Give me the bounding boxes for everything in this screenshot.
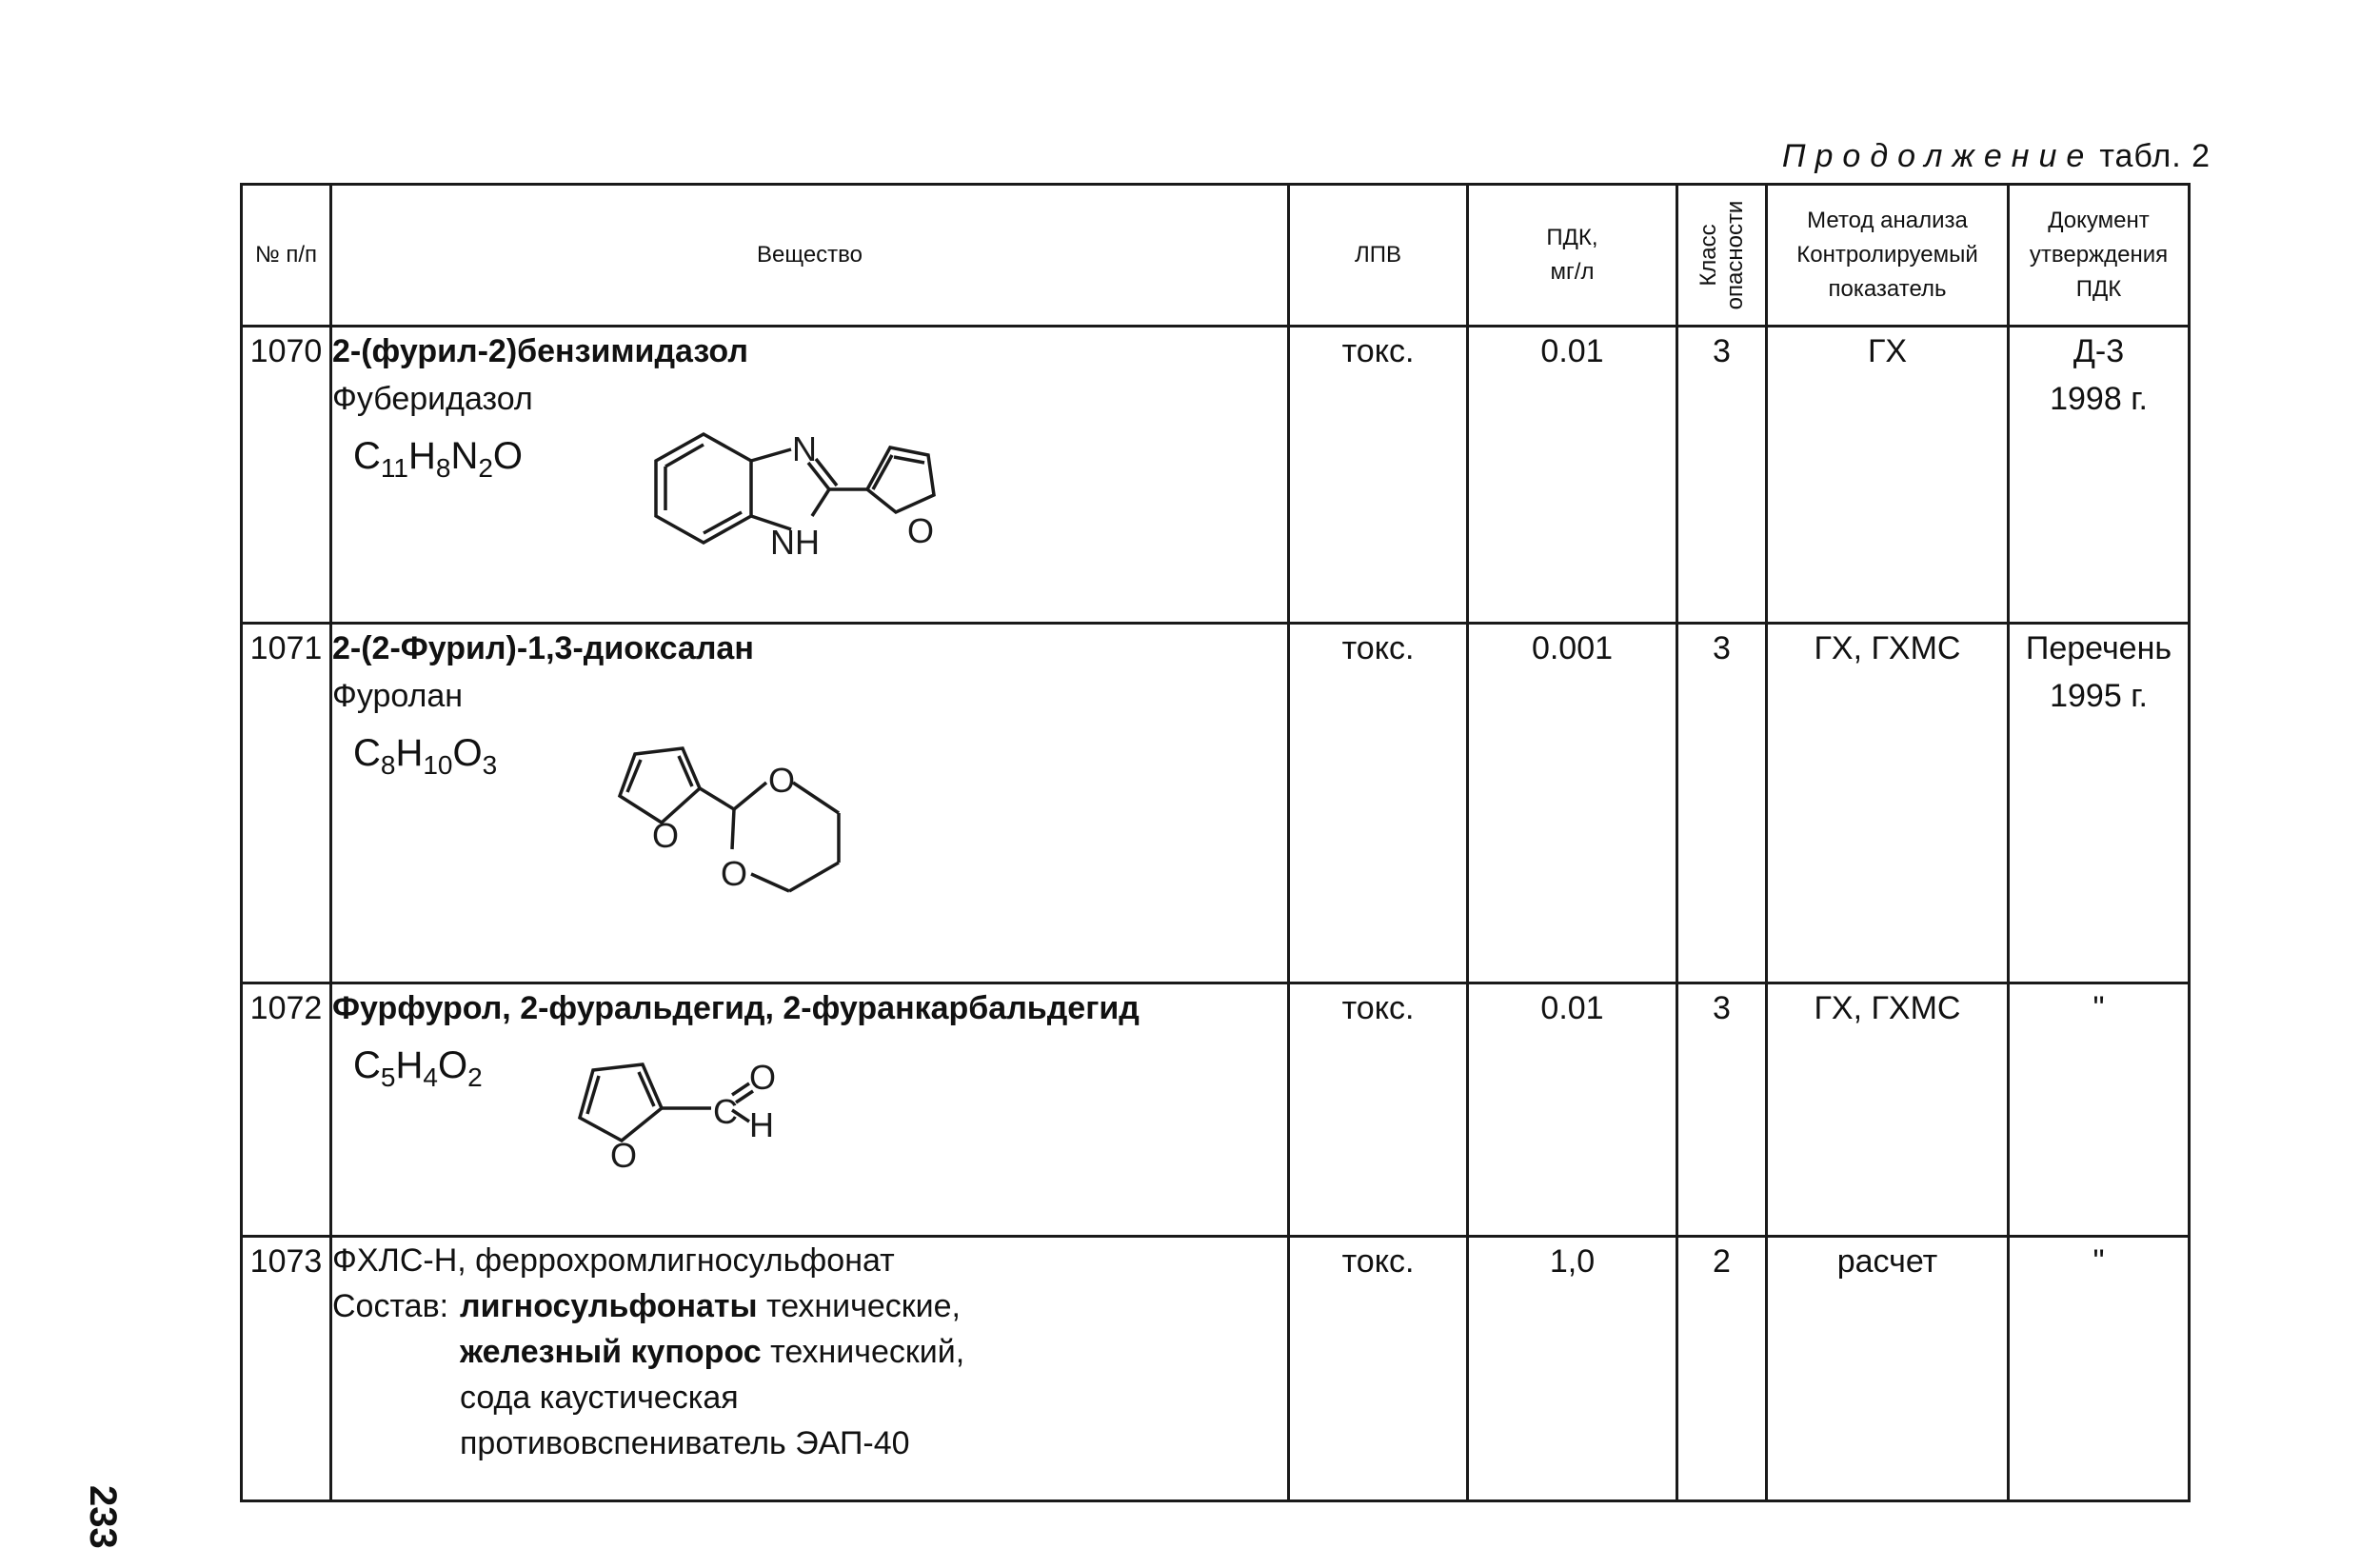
substance-name: 2-(2-Фурил)-1,3-диоксалан: [332, 630, 754, 666]
atom-label: O: [652, 816, 680, 855]
pdk-cell: 0.001: [1468, 624, 1677, 983]
substance-trade-name: Фуберидазол: [332, 381, 533, 417]
header-substance: Вещество: [331, 185, 1289, 327]
atom-label: O: [768, 761, 796, 800]
document-cell: Перечень 1995 г.: [2009, 624, 2190, 983]
composition-line: противовспениватель ЭАП-40: [460, 1425, 910, 1461]
table-reference: табл. 2: [2099, 138, 2211, 174]
substance-cell: [331, 624, 1289, 983]
composition-line: сода каустическая: [460, 1380, 739, 1416]
table-row: [242, 327, 2190, 624]
continuation-word: Продолжение: [1781, 138, 2094, 174]
pdk-cell: 1,0: [1468, 1237, 1677, 1501]
substance-name: 2-(фурил-2)бензимидазол: [332, 333, 748, 369]
atom-label: N: [792, 429, 817, 468]
lpv-cell: токс.: [1289, 1237, 1468, 1501]
method-cell: расчет: [1767, 1237, 2009, 1501]
atom-label: O: [610, 1136, 638, 1175]
lpv-cell: токс.: [1289, 624, 1468, 983]
header-method: Метод анализа Контролируемый показатель: [1767, 185, 2009, 327]
chemical-formula: $C_8H_{10}O_3$: [353, 732, 498, 780]
table-row: [242, 1237, 2190, 1501]
pdk-cell: 0.01: [1468, 327, 1677, 624]
hazard-class-cell: 3: [1677, 624, 1767, 983]
pdk-cell: 0.01: [1468, 983, 1677, 1237]
chemical-formula: $C_5H_4O_2$: [353, 1044, 483, 1092]
substance-trade-name: Фуролан: [332, 678, 464, 714]
substance-name: Фурфурол, 2-фуральдегид, 2-фуранкарбальдегид: [332, 990, 1140, 1026]
atom-label: NH: [770, 523, 820, 562]
lpv-cell: токс.: [1289, 983, 1468, 1237]
atom-label: O: [907, 511, 935, 550]
substance-cell: [331, 983, 1289, 1237]
lpv-cell: токс.: [1289, 327, 1468, 624]
header-pdk: ПДК, мг/л: [1468, 185, 1677, 327]
atom-label: H: [749, 1105, 774, 1144]
substances-table: [240, 183, 2191, 1502]
structure-furolan: [599, 710, 884, 920]
table-header-row: [242, 185, 2190, 327]
page-number: 233: [82, 1485, 124, 1549]
method-cell: ГХ, ГХМС: [1767, 983, 2009, 1237]
hazard-class-cell: 2: [1677, 1237, 1767, 1501]
table-row: [242, 983, 2190, 1237]
atom-label: O: [749, 1058, 777, 1097]
table-row: [242, 624, 2190, 983]
structure-furfural: [570, 1032, 818, 1184]
structure-fuberidazole: [618, 413, 980, 575]
atom-label: O: [721, 854, 748, 893]
header-num: № п/п: [242, 185, 331, 327]
row-number: 1070: [242, 327, 331, 624]
composition-line: Состав: лигносульфонаты технические,: [332, 1283, 1287, 1329]
method-cell: ГХ: [1767, 327, 2009, 624]
atom-label: C: [713, 1092, 738, 1131]
chemical-formula: $C_{11}H_8N_2O$: [353, 435, 524, 483]
document-cell: ": [2009, 983, 2190, 1237]
composition-label: Состав:: [332, 1288, 449, 1324]
method-cell: ГХ, ГХМС: [1767, 624, 2009, 983]
substance-cell: [331, 1237, 1289, 1501]
substance-cell: [331, 327, 1289, 624]
substance-name: ФХЛС-Н, феррохромлигносульфонат: [332, 1242, 895, 1279]
row-number: 1073: [242, 1237, 331, 1501]
header-document: Документ утверждения ПДК: [2009, 185, 2190, 327]
continuation-caption: [1782, 138, 2211, 175]
header-lpv: ЛПВ: [1289, 185, 1468, 327]
hazard-class-cell: 3: [1677, 983, 1767, 1237]
row-number: 1072: [242, 983, 331, 1237]
header-hazard-class: Класс опасности: [1677, 185, 1767, 327]
composition-line: железный купорос технический,: [460, 1334, 965, 1370]
row-number: 1071: [242, 624, 331, 983]
hazard-class-cell: 3: [1677, 327, 1767, 624]
document-cell: ": [2009, 1237, 2190, 1501]
document-cell: Д-3 1998 г.: [2009, 327, 2190, 624]
